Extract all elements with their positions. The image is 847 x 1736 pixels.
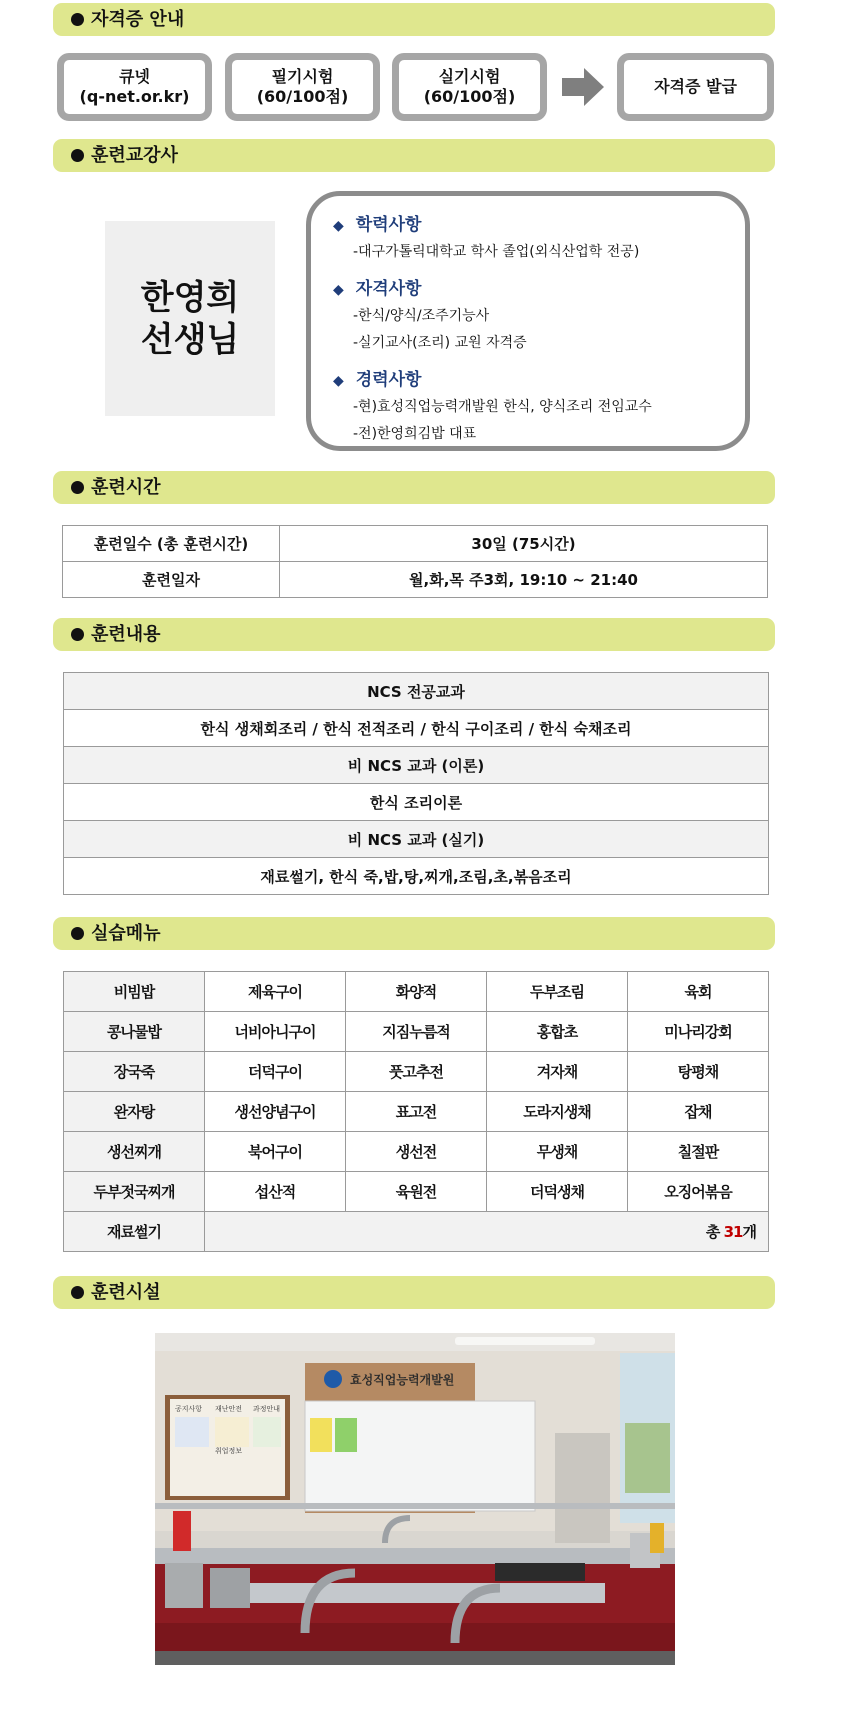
section-certificate-title: 자격증 안내 [91,9,185,30]
menu-cell: 지짐누름적 [346,1012,487,1052]
instructor-career-box [306,191,750,451]
education-heading-label: 학력사항 [355,215,422,235]
section-time-bar [53,471,775,504]
table-cell: 비 NCS 교과 (이론) [64,747,769,784]
table-cell: 훈련일수 (총 훈련시간) [63,526,280,562]
license-item: -한식/양식/조주기능사 [353,308,490,324]
bullet-dot-icon [71,628,84,641]
diamond-bullet-icon: ◆ [333,282,344,298]
table-cell: 비 NCS 교과 (실기) [64,821,769,858]
table-row [64,1172,769,1212]
menu-cell: 도라지생채 [487,1092,628,1132]
education-item: -대구가톨릭대학교 학사 졸업(외식산업학 전공) [353,244,640,260]
flow-step-written-line2: (60/100점) [256,87,349,106]
career-item: -전)한영희김밥 대표 [353,426,477,442]
instructor-name: 한영희 [140,277,240,318]
table-row [64,972,769,1012]
menu-cell: 더덕구이 [205,1052,346,1092]
menu-cell: 콩나물밥 [64,1012,205,1052]
instructor-name-box [105,221,275,416]
bullet-dot-icon [71,1286,84,1299]
menu-cell: 화양적 [346,972,487,1012]
table-cell: 훈련일자 [63,562,280,598]
menu-cell: 무생채 [487,1132,628,1172]
menu-cell: 생선전 [346,1132,487,1172]
menu-cell: 두부젓국찌개 [64,1172,205,1212]
section-facility-title: 훈련시설 [91,1282,161,1303]
menu-cell: 칠절판 [628,1132,769,1172]
section-content-title: 훈련내용 [91,624,161,645]
table-row [64,1132,769,1172]
diamond-bullet-icon: ◆ [333,218,344,234]
flow-step-practical-exam [392,53,547,121]
table-row [64,821,769,858]
training-content-table [63,672,769,895]
instructor-title: 선생님 [140,319,240,360]
menu-cell: 생선양념구이 [205,1092,346,1132]
section-menu-bar [53,917,775,950]
menu-cell: 두부조림 [487,972,628,1012]
table-row [64,784,769,821]
career-item: -현)효성직업능력개발원 한식, 양식조리 전임교수 [353,399,652,415]
bullet-dot-icon [71,927,84,940]
menu-cell: 홍합초 [487,1012,628,1052]
menu-cell: 잡채 [628,1092,769,1132]
menu-cell: 비빔밥 [64,972,205,1012]
menu-cell: 북어구이 [205,1132,346,1172]
table-row [64,747,769,784]
menu-cell: 더덕생채 [487,1172,628,1212]
flow-step-qnet [57,53,212,121]
license-heading [333,276,745,303]
menu-cell: 생선찌개 [64,1132,205,1172]
menu-cell: 완자탕 [64,1092,205,1132]
menu-cell: 장국죽 [64,1052,205,1092]
menu-cell: 제육구이 [205,972,346,1012]
menu-cell: 풋고추전 [346,1052,487,1092]
table-row [64,673,769,710]
section-menu-title: 실습메뉴 [91,923,161,944]
menu-cell: 육회 [628,972,769,1012]
menu-cell: 겨자채 [487,1052,628,1092]
board-label: 공지사항 [175,1405,203,1413]
career-heading [333,367,745,394]
section-instructor-bar [53,139,775,172]
board-label: 재난안전 [215,1405,243,1413]
table-row [64,1212,769,1252]
career-heading-label: 경력사항 [355,370,422,390]
menu-cell: 탕평채 [628,1052,769,1092]
bullet-dot-icon [71,149,84,162]
table-cell: 월,화,목 주3회, 19:10 ~ 21:40 [280,562,768,598]
table-row [64,1052,769,1092]
section-facility-bar [53,1276,775,1309]
bullet-dot-icon [71,13,84,26]
table-row [64,858,769,895]
diamond-bullet-icon: ◆ [333,373,344,389]
practice-menu-table [63,971,769,1252]
license-heading-label: 자격사항 [355,279,422,299]
flow-step-written-line1: 필기시험 [271,67,334,86]
table-cell: 한식 생채회조리 / 한식 전적조리 / 한식 구이조리 / 한식 숙채조리 [64,710,769,747]
flow-step-practical-line2: (60/100점) [423,87,516,106]
kitchen-classroom-illustration [155,1333,675,1665]
menu-total-prefix: 총 [705,1223,724,1241]
menu-cell: 육원전 [346,1172,487,1212]
training-time-table [62,525,768,598]
flow-step-qnet-line1: 큐넷 [119,67,150,86]
table-row [64,710,769,747]
facility-photo [155,1333,675,1665]
menu-cell: 너비아니구이 [205,1012,346,1052]
menu-cell: 재료썰기 [64,1212,205,1252]
table-row [63,526,768,562]
flow-step-written-exam [225,53,380,121]
section-instructor-title: 훈련교강사 [91,145,178,166]
table-row [64,1012,769,1052]
flow-step-qnet-line2: (q-net.or.kr) [79,87,190,106]
table-cell: 한식 조리이론 [64,784,769,821]
section-content-bar [53,618,775,651]
section-time-title: 훈련시간 [91,477,161,498]
right-arrow-icon [562,66,604,108]
menu-cell: 표고전 [346,1092,487,1132]
menu-cell: 미나리강회 [628,1012,769,1052]
menu-total [205,1212,769,1252]
flow-step-practical-line1: 실기시험 [438,67,501,86]
table-row [64,1092,769,1132]
section-certificate-bar [53,3,775,36]
menu-cell: 오징어볶음 [628,1172,769,1212]
flow-step-certificate-issue [617,53,774,121]
board-label: 취업정보 [215,1447,243,1455]
table-cell: NCS 전공교과 [64,673,769,710]
menu-total-count: 31 [723,1223,743,1241]
license-item: -실기교사(조리) 교원 자격증 [353,335,527,351]
flow-step-issue-label: 자격증 발급 [654,77,737,96]
table-cell: 30일 (75시간) [280,526,768,562]
bullet-dot-icon [71,481,84,494]
table-cell: 재료썰기, 한식 죽,밥,탕,찌개,조림,초,볶음조리 [64,858,769,895]
board-label: 과정안내 [253,1405,281,1413]
table-row [63,562,768,598]
menu-total-suffix: 개 [742,1223,756,1241]
facility-sign-text: 효성직업능력개발원 [350,1373,455,1387]
education-heading [333,212,745,239]
menu-cell: 섭산적 [205,1172,346,1212]
